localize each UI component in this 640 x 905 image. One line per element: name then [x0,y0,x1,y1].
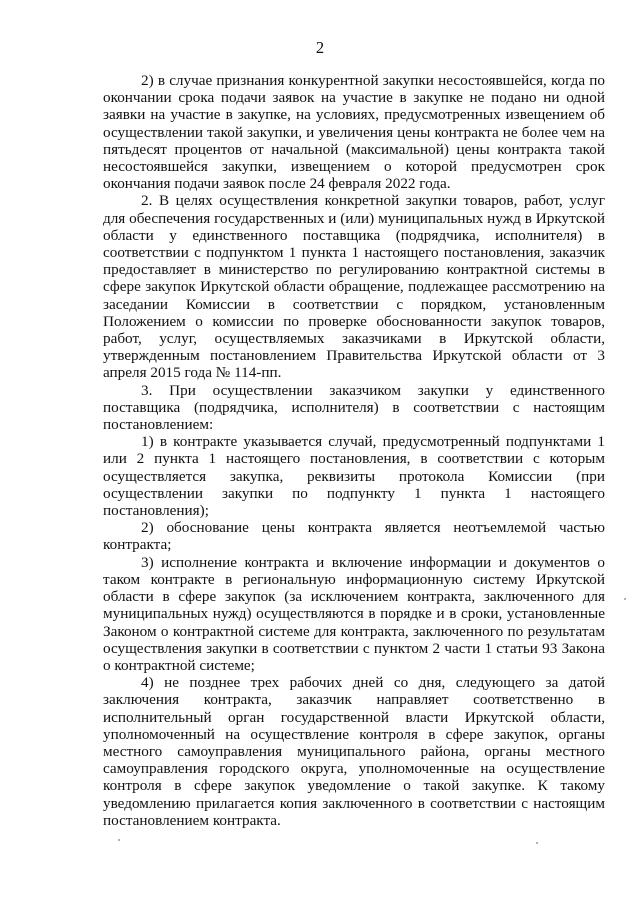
paragraph-3-4: 4) не позднее трех рабочих дней со дня, следующего за датой заключения контракта, заказчик направляет соответственно в исполнительный орган государственной власти Иркутской области, уполномоченный на осуществление контроля в сфере закупок, органы местного самоуправления муниципального района, органы местного самоуправления городского округа, уполномоченные на осуществление контроля в сфере закупок уведомление о такой закупке. К такому уведомлению прилагается копия заключенного в соответствии с настоящим постановлением контракта. [103,674,605,829]
paragraph-clause-2: 2. В целях осуществления конкретной закупки товаров, работ, услуг для обеспечения государственных и (или) муниципальных нужд в Иркутской области у единственного поставщика (подрядчика, исполнителя) в соответствии с подпунктом 1 пункта 1 настоящего постановления, заказчик предоставляет в министерство по регулированию контрактной системы в сфере закупок Иркутской области обращение, подлежащее рассмотрению на заседании Комиссии в соответствии с порядком, установленным Положением о комиссии по проверке обоснованности закупок товаров, работ, услуг, осуществляемых заказчиками в Иркутской области, утвержденным постановлением Правительства Иркутской области от 3 апреля 2015 года № 114-пп. [103,192,605,382]
scan-speck [536,842,538,844]
page-number: 2 [315,38,325,57]
scan-speck [118,839,120,841]
paragraph-3-2: 2) обоснование цены контракта является неотъемлемой частью контракта; [103,519,605,554]
paragraph-3-3: 3) исполнение контракта и включение информации и документов о таком контракте в региональную информационную систему Иркутской области в сфере закупок (за исключением контракта, заключенного для муниципальных нужд) осуществляются в порядке и в сроки, установленные Законом о контрактной системе для контракта, заключенного по результатам осуществления закупки в соответствии с пунктом 2 части 1 статьи 93 Закона о контрактной системе; [103,553,605,674]
scan-speck [624,598,626,600]
paragraph-3-1: 1) в контракте указывается случай, предусмотренный подпунктами 1 или 2 пункта 1 настоящего постановления, в соответствии с которым осуществляется закупка, реквизиты протокола Комиссии (при осуществлении закупки по подпункту 1 пункта 1 настоящего постановления); [103,433,605,520]
paragraph-2-2-case: 2) в случае признания конкурентной закупки несостоявшейся, когда по окончании срока подачи заявок на участие в закупке не подано ни одной заявки на участие в закупке, на условиях, предусмотренных извещением об осуществлении такой закупки, и увеличения цены контракта не более чем на пятьдесят процентов от начальной (максимальной) цены контракта такой несостоявшейся закупки, извещением о которой предусмотрен срок окончания подачи заявок после 24 февраля 2022 года. [103,72,605,193]
document-body [103,72,605,829]
paragraph-clause-3: 3. При осуществлении заказчиком закупки у единственного поставщика (подрядчика, исполнителя) в соответствии с настоящим постановлением: [103,381,605,434]
